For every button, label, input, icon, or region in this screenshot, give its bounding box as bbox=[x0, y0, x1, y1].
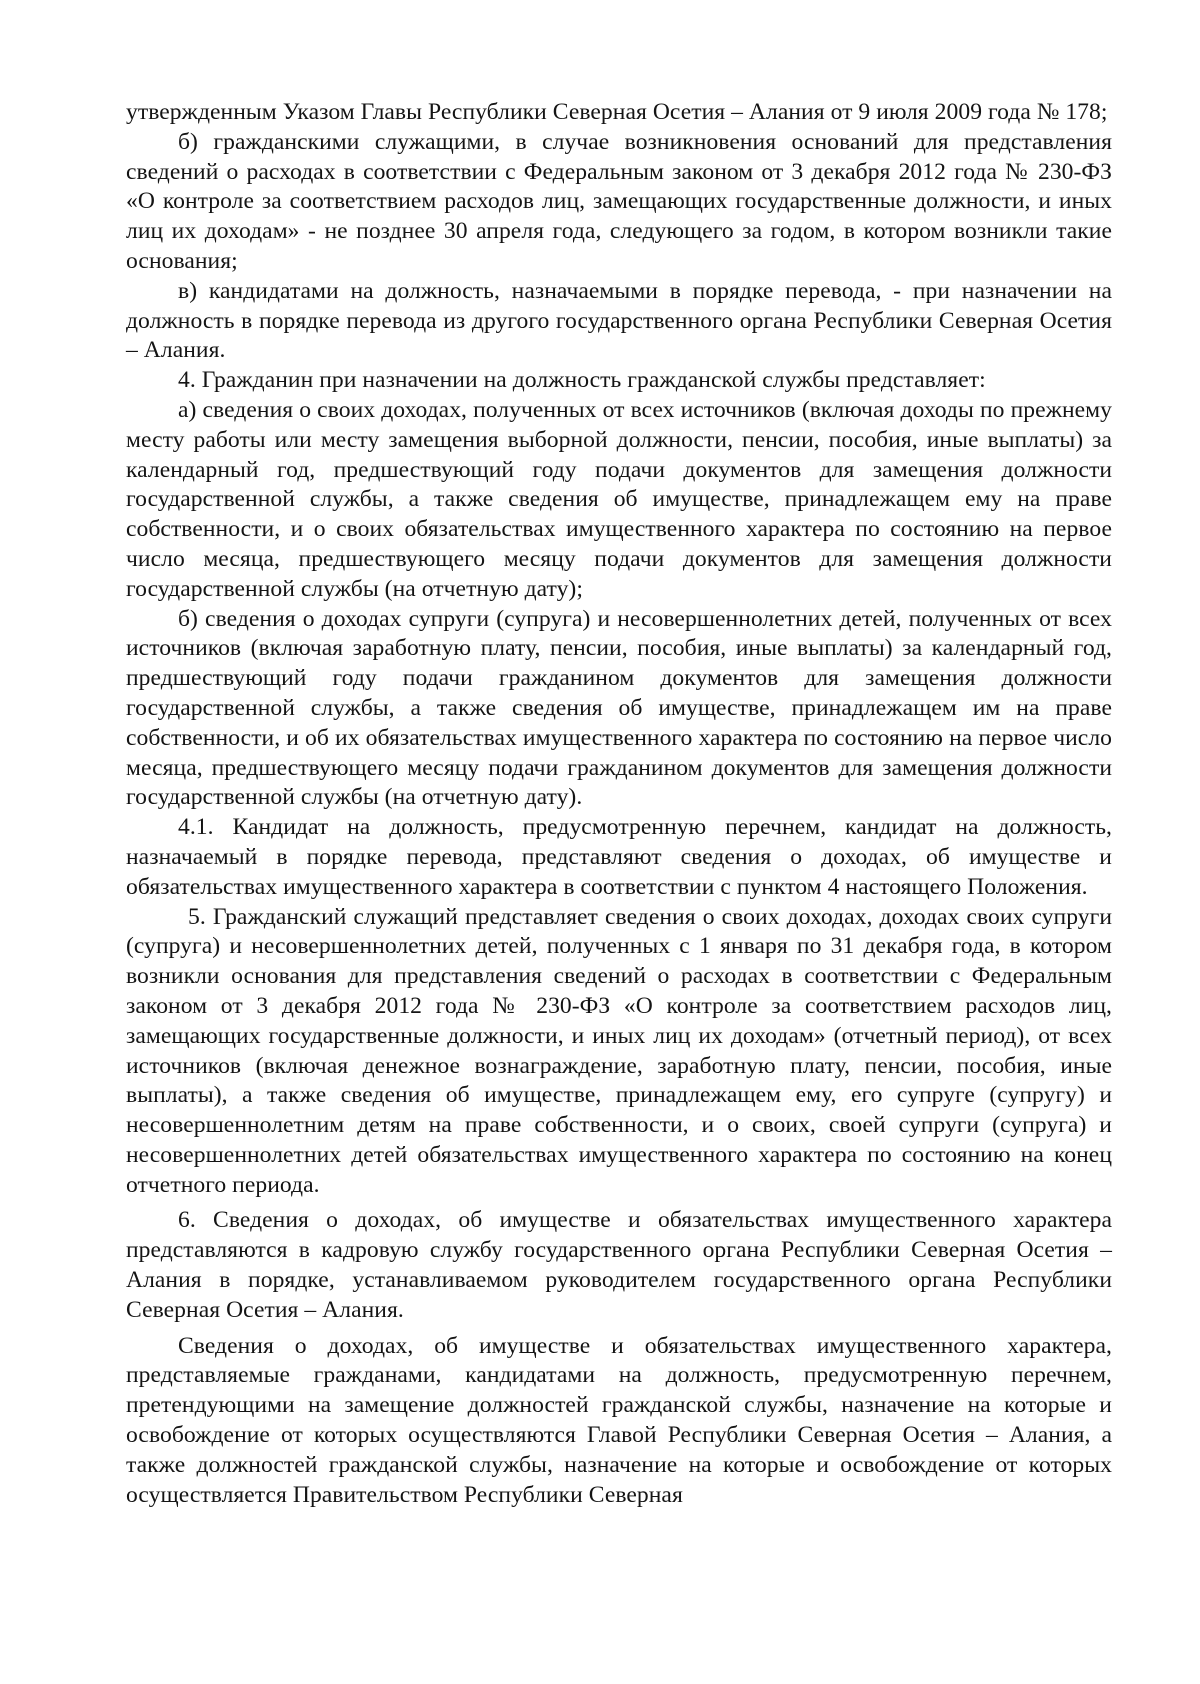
document-body bbox=[126, 98, 1112, 1510]
paragraph-submission-details: Сведения о доходах, об имуществе и обязательствах имущественного характера, представляемые гражданами, кандидатами на должность, предусмотренную перечнем, претендующими на замещение должностей гражданской службы, назначение на которые и освобождение от которых осуществляются Главой Республики Северная Осетия – Алания, а также должностей гражданской службы, назначение на которые и освобождение от которых осуществляется Правительством Республики Северная bbox=[126, 1332, 1112, 1508]
paragraph-decree-reference: утвержденным Указом Главы Республики Северная Осетия – Алания от 9 июля 2009 года № 178; bbox=[126, 99, 1108, 125]
paragraph-transfer-candidates: в) кандидатами на должность, назначаемыми в порядке перевода, - при назначении на должность в порядке перевода из другого государственного органа Республики Северная Осетия – Алания. bbox=[126, 277, 1112, 364]
paragraph-item-4: 4. Гражданин при назначении на должность гражданской службы представляет: bbox=[178, 367, 986, 394]
paragraph-item-4b: б) сведения о доходах супруги (супруга) и несовершеннолетних детей, полученных от всех источников (включая заработную плату, пенсии, пособия, иные выплаты) за календарный год, предшествующий году подачи гражданином документов для замещения должности государственной службы, а также сведения об имуществе, принадлежащем им на праве собственности, и об их обязательствах имущественного характера по состоянию на первое число месяца, предшествующего месяцу подачи гражданином документов для замещения должности государственной службы (на отчетную дату). bbox=[126, 605, 1112, 811]
paragraph-item-4a: а) сведения о своих доходах, полученных от всех источников (включая доходы по прежнему месту работы или месту замещения выборной должности, пенсии, пособия, иные выплаты) за календарный год, предшествующий году подачи документов для замещения должности государственной службы, а также сведения об имуществе, принадлежащем ему на праве собственности, и о своих обязательствах имущественного характера по состоянию на первое число месяца, предшествующего месяцу подачи документов для замещения должности государственной службы (на отчетную дату); bbox=[126, 396, 1112, 602]
paragraph-item-5: 5. Гражданский служащий представляет сведения о своих доходах, доходах своих супруги (супруга) и несовершеннолетних детей, полученных с 1 января по 31 декабря года, в котором возникли основания для представления сведений о расходах в соответствии с Федеральным законом от 3 декабря 2012 года № 230-ФЗ «О контроле за соответствием расходов лиц, замещающих государственные должности, и иных лиц их доходам» (отчетный период), от всех источников (включая денежное вознаграждение, заработную плату, пенсии, пособия, иные выплаты), а также сведения об имуществе, принадлежащем ему, его супруге (супругу) и несовершеннолетним детям на праве собственности, и о своих, своей супруги (супруга) и несовершеннолетних детей обязательствах имущественного характера по состоянию на конец отчетного периода. bbox=[126, 903, 1112, 1198]
paragraph-item-4-1: 4.1. Кандидат на должность, предусмотренную перечнем, кандидат на должность, назначаемый в порядке перевода, представляют сведения о доходах, об имуществе и обязательствах имущественного характера в соответствии с пунктом 4 настоящего Положения. bbox=[126, 814, 1112, 900]
paragraph-civil-servants: б) гражданскими служащими, в случае возникновения оснований для представления сведений о расходах в соответствии с Федеральным законом от 3 декабря 2012 года № 230-ФЗ «О контроле за соответствием расходов лиц, замещающих государственные должности, и иных лиц их доходам» - не позднее 30 апреля года, следующего за годом, в котором возникли такие основания; bbox=[126, 128, 1112, 274]
paragraph-item-6: 6. Сведения о доходах, об имуществе и обязательствах имущественного характера представляются в кадровую службу государственного органа Республики Северная Осетия – Алания в порядке, устанавливаемом руководителем государственного органа Республики Северная Осетия – Алания. bbox=[126, 1207, 1112, 1323]
